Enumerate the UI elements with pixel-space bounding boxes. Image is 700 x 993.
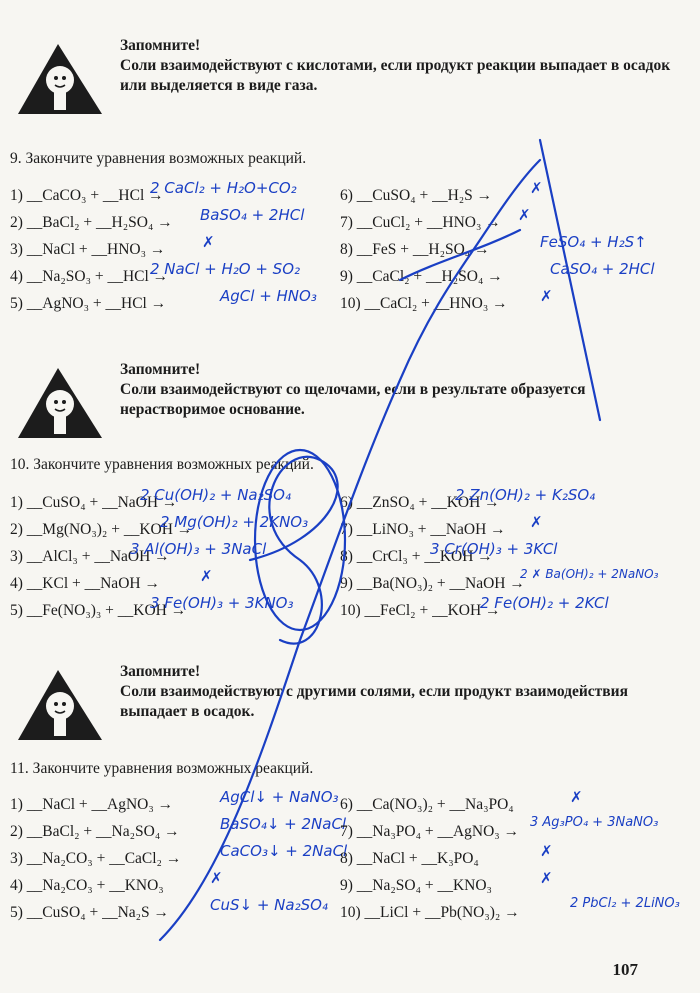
equation-right: 10) __LiCl + __Pb(NO₃)₂ → bbox=[340, 904, 520, 921]
equation-row bbox=[10, 815, 690, 850]
equation-right: 10) __FeCl₂ + __KOH → bbox=[340, 602, 501, 619]
remember-text bbox=[120, 662, 680, 722]
remember-title: Запомните! bbox=[120, 361, 201, 378]
equation-left: 5) __CuSO₄ + __Na₂S → bbox=[10, 904, 170, 921]
equation-right: 9) __Na₂SO₄ + __KNO₃ bbox=[340, 877, 492, 894]
handwritten-answer: BaSO₄↓ + 2NaCl bbox=[220, 815, 347, 833]
equation-left: 3) __Na₂CO₃ + __CaCl₂ → bbox=[10, 850, 182, 867]
exercise-9-rows bbox=[10, 179, 690, 322]
equation-right: 9) __Ba(NO₃)₂ + __NaOH → bbox=[340, 575, 525, 592]
equation-left: 3) __NaCl + __HNO₃ → bbox=[10, 241, 166, 258]
remember-text bbox=[120, 360, 680, 420]
warning-sign-icon bbox=[10, 662, 114, 746]
handwritten-answer: ✗ bbox=[570, 788, 583, 806]
handwritten-answer: 2 Fe(OH)₂ + 2KCl bbox=[480, 594, 609, 612]
equation-left: 2) __BaCl₂ + __Na₂SO₄ → bbox=[10, 823, 180, 840]
equation-row bbox=[10, 260, 690, 295]
equation-left: 4) __Na₂SO₃ + __HCl → bbox=[10, 268, 169, 285]
equation-left: 1) __CaCO₃ + __HCl → bbox=[10, 187, 164, 204]
handwritten-answer: AgCl + HNO₃ bbox=[220, 287, 317, 305]
handwritten-answer: 3 Cr(OH)₃ + 3KCl bbox=[430, 540, 558, 558]
equation-right: 8) __CrCl₃ + __KOH → bbox=[340, 548, 493, 565]
equation-left: 2) __Mg(NO₃)₂ + __KOH → bbox=[10, 521, 193, 538]
equation-row bbox=[10, 896, 690, 931]
handwritten-answer: 2 Zn(OH)₂ + K₂SO₄ bbox=[455, 486, 596, 504]
exercise-9-title: 9. Закончите уравнения возможных реакций. bbox=[10, 150, 307, 167]
handwritten-answer: ✗ bbox=[530, 179, 543, 197]
handwritten-answer: ✗ bbox=[540, 869, 553, 887]
handwritten-answer: ✗ bbox=[202, 233, 215, 251]
handwritten-answer: 2 CaCl₂ + H₂O+CO₂ bbox=[150, 179, 297, 197]
equation-left: 3) __AlCl₃ + __NaOH → bbox=[10, 548, 170, 565]
equation-row bbox=[10, 513, 690, 548]
equation-row bbox=[10, 842, 690, 877]
handwritten-answer: CaSO₄ + 2HCl bbox=[550, 260, 655, 278]
equation-row bbox=[10, 486, 690, 521]
handwritten-answer: ✗ bbox=[518, 206, 531, 224]
handwritten-answer: 2 Cu(OH)₂ + Na₂SO₄ bbox=[140, 486, 291, 504]
equation-right: 9) __CaCl₂ + __H₂SO₄ → bbox=[340, 268, 503, 285]
warning-sign-icon bbox=[10, 360, 114, 444]
equation-right: 10) __CaCl₂ + __HNO₃ → bbox=[340, 295, 508, 312]
handwritten-answer: 2 NaCl + H₂O + SO₂ bbox=[150, 260, 301, 278]
equation-right: 7) __LiNO₃ + __NaOH → bbox=[340, 521, 506, 538]
warning-sign-icon bbox=[10, 36, 114, 120]
remember-text bbox=[120, 36, 680, 96]
exercise-11-rows bbox=[10, 788, 690, 931]
exercise-10-rows bbox=[10, 486, 690, 629]
equation-row bbox=[10, 287, 690, 322]
handwritten-answer: 2 PbCl₂ + 2LiNO₃ bbox=[570, 896, 680, 911]
handwritten-answer: CaCO₃↓ + 2NaCl bbox=[220, 842, 348, 860]
remember-body: Соли взаимодействуют со щелочами, если в результате образуется нерастворимое основание. bbox=[120, 381, 586, 418]
handwritten-answer: BaSO₄ + 2HCl bbox=[200, 206, 305, 224]
equation-right: 8) __NaCl + __K₃PO₄ bbox=[340, 850, 479, 867]
handwritten-answer: ✗ bbox=[540, 842, 553, 860]
handwritten-answer: CuS↓ + Na₂SO₄ bbox=[210, 896, 328, 914]
equation-right: 8) __FeS + __H₂SO₄ → bbox=[340, 241, 490, 258]
equation-left: 1) __CuSO₄ + __NaOH → bbox=[10, 494, 178, 511]
handwritten-answer: 3 Fe(OH)₃ + 3KNO₃ bbox=[150, 594, 294, 612]
handwritten-answer: FeSO₄ + H₂S↑ bbox=[540, 233, 647, 251]
remember-body: Соли взаимодействуют с другими солями, если продукт взаимодействия выпадает в осадок. bbox=[120, 683, 628, 720]
remember-title: Запомните! bbox=[120, 37, 201, 54]
handwritten-answer: 3 Al(OH)₃ + 3NaCl bbox=[130, 540, 267, 558]
equation-left: 4) __KCl + __NaOH → bbox=[10, 575, 160, 592]
page-number: 107 bbox=[612, 960, 638, 979]
equation-row bbox=[10, 594, 690, 629]
equation-right: 7) __CuCl₂ + __HNO₃ → bbox=[340, 214, 501, 231]
handwritten-answer: ✗ bbox=[210, 869, 223, 887]
handwritten-answer: AgCl↓ + NaNO₃ bbox=[220, 788, 339, 806]
equation-left: 5) __AgNO₃ + __HCl → bbox=[10, 295, 167, 312]
equation-left: 1) __NaCl + __AgNO₃ → bbox=[10, 796, 174, 813]
equation-right: 6) __Ca(NO₃)₂ + __Na₃PO₄ bbox=[340, 796, 514, 813]
equation-right: 7) __Na₃PO₄ + __AgNO₃ → bbox=[340, 823, 520, 840]
equation-left: 5) __Fe(NO₃)₃ + __KOH → bbox=[10, 602, 187, 619]
handwritten-answer: 3 Ag₃PO₄ + 3NaNO₃ bbox=[530, 815, 659, 830]
handwritten-answer: 2 Mg(OH)₂ + 2KNO₃ bbox=[160, 513, 309, 531]
handwritten-answer: ✗ bbox=[200, 567, 213, 585]
equation-left: 4) __Na₂CO₃ + __KNO₃ bbox=[10, 877, 164, 894]
equation-row bbox=[10, 179, 690, 214]
handwritten-answer: ✗ bbox=[540, 287, 553, 305]
handwritten-answer: ✗ bbox=[530, 513, 543, 531]
handwritten-answer: 2 ✗ Ba(OH)₂ + 2NaNO₃ bbox=[520, 567, 659, 581]
equation-right: 6) __CuSO₄ + __H₂S → bbox=[340, 187, 493, 204]
equation-left: 2) __BaCl₂ + __H₂SO₄ → bbox=[10, 214, 173, 231]
exercise-11-title: 11. Закончите уравнения возможных реакций. bbox=[10, 760, 314, 777]
equation-right: 6) __ZnSO₄ + __KOH → bbox=[340, 494, 500, 511]
remember-body: Соли взаимодействуют с кислотами, если продукт реакции выпадает в осадок или выделяется в виде газа. bbox=[120, 57, 671, 94]
remember-title: Запомните! bbox=[120, 663, 201, 680]
exercise-10-title: 10. Закончите уравнения возможных реакций. bbox=[10, 456, 314, 473]
